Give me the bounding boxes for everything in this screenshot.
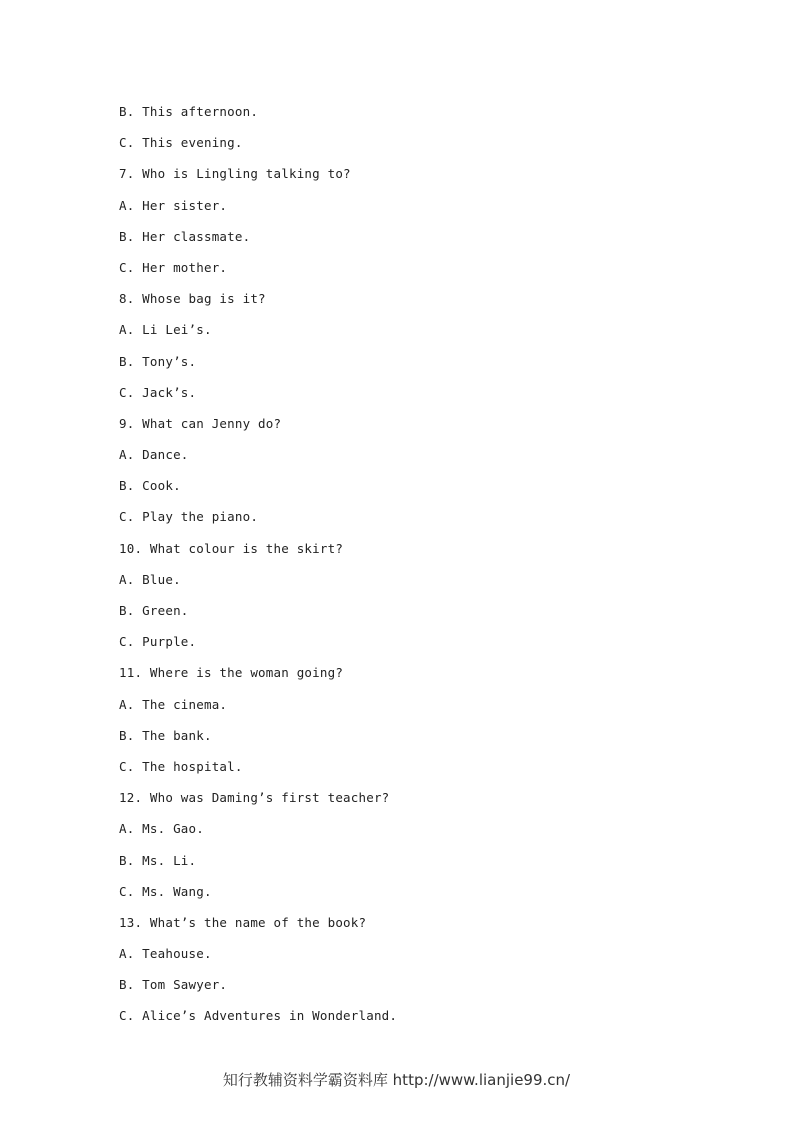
option-9a: A. Dance. [119,447,189,463]
option-7c: C. Her mother. [119,259,228,275]
option-11b: B. The bank. [119,727,212,743]
option-7b: B. Her classmate. [119,228,251,244]
question-8: 8. Whose bag is it? [119,291,266,307]
option-13a: A. Teahouse. [119,946,212,962]
option-12b: B. Ms. Li. [119,852,197,868]
option-12c: C. Ms. Wang. [119,883,212,899]
option-10b: B. Green. [119,603,189,618]
question-13: 13. What’s the name of the book? [119,914,367,930]
option-6c: C. This evening. [119,135,243,151]
question-list [119,103,759,1039]
option-9c: C. Play the piano. [119,509,259,525]
option-11a: A. The cinema. [119,696,228,712]
question-10: 10. What colour is the skirt? [119,540,344,556]
option-8c: C. Jack’s. [119,384,197,400]
option-8a: A. Li Lei’s. [119,322,212,338]
footer-watermark: 知行教辅资料学霸资料库 http://www.lianjie99.cn/ [222,1071,571,1089]
option-13c: C. Alice’s Adventures in Wonderland. [119,1008,398,1024]
option-9b: B. Cook. [119,478,181,494]
question-12: 12. Who was Daming’s first teacher? [119,790,390,806]
option-11c: C. The hospital. [119,758,243,774]
question-9: 9. What can Jenny do? [119,415,282,431]
question-7: 7. Who is Lingling talking to? [119,166,351,182]
option-13b: B. Tom Sawyer. [119,977,228,993]
option-12a: A. Ms. Gao. [119,821,204,837]
option-7a: A. Her sister. [119,197,228,213]
option-6b: B. This afternoon. [119,104,259,119]
option-10c: C. Purple. [119,634,197,650]
question-11: 11. Where is the woman going? [119,665,344,681]
option-8b: B. Tony’s. [119,353,197,369]
option-10a: A. Blue. [119,571,181,587]
